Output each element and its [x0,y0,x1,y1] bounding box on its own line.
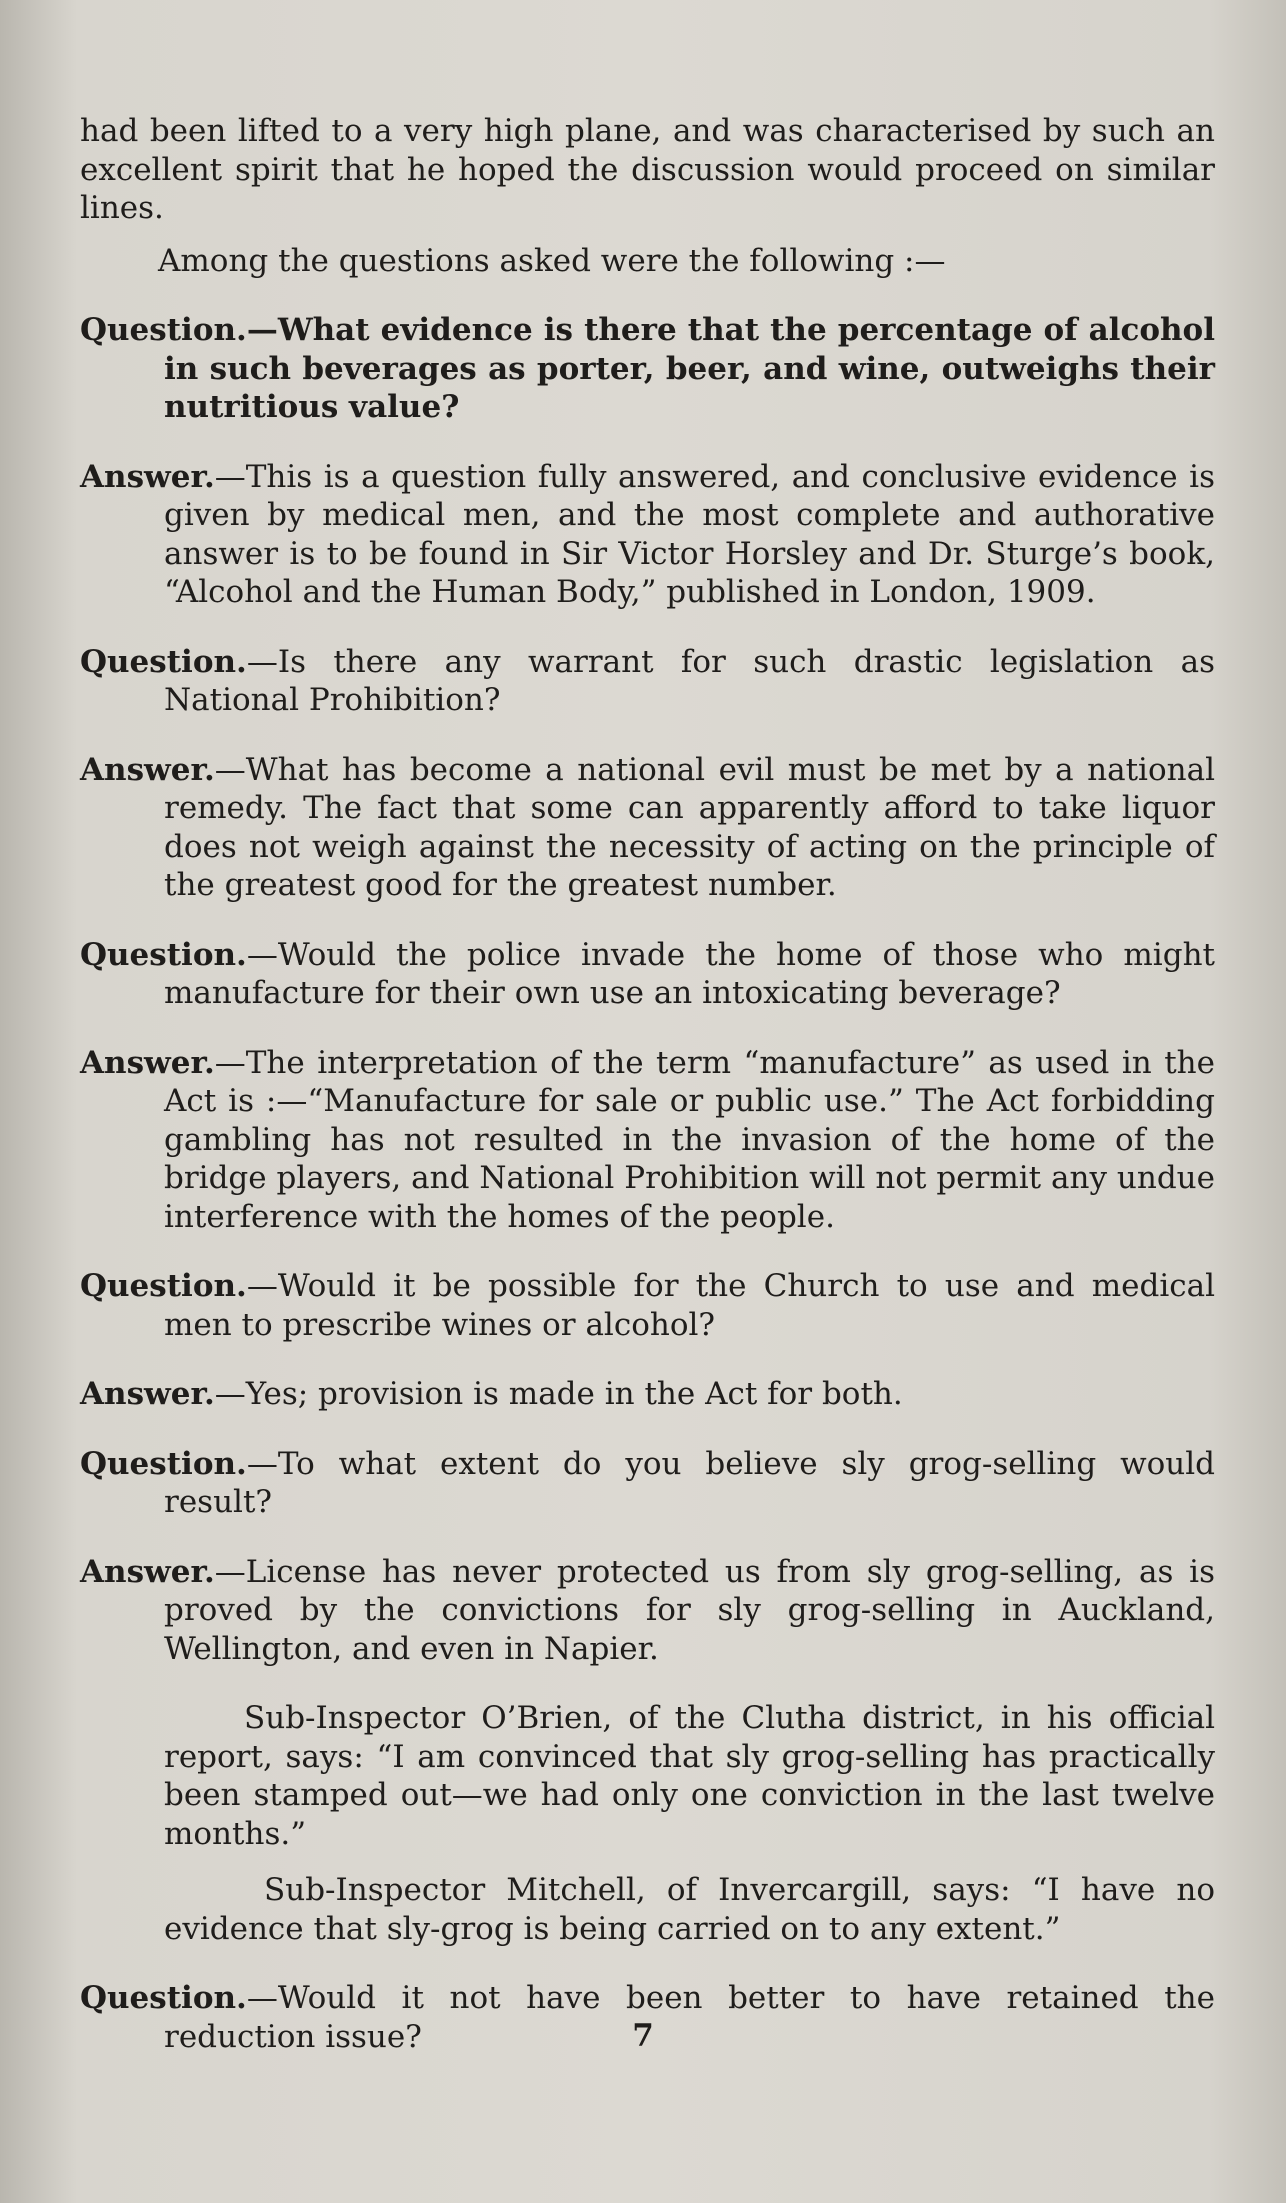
qa-text: —Would it not have been better to have retained the reduction issue? [164,1980,1215,2055]
qa-text: —This is a question fully answered, and conclusive evidence is given by medical men, and the most complete and authorative answer is to be found in Sir Victor Horsley and Dr. Sturge’s book, “Alcohol and the Human Body,” published in London, 1909. [164,458,1215,610]
qa-label: Question. [80,1980,247,2016]
qa-question-3 [80,936,1215,1013]
qa-text: —Would it be possible for the Church to use and medical men to prescribe wines or alcohol? [164,1268,1215,1343]
qa-text: —License has never protected us from sly grog-selling, as is proved by the convictions for sly grog-selling in Auckland, Wellington, and even in Napier. [164,1553,1215,1667]
qa-answer-5 [80,1553,1215,1669]
qa-label: Answer. [80,751,215,788]
qa-question-1 [80,311,1215,427]
qa-text: —Yes; provision is made in the Act for both. [214,1376,903,1412]
qa-text: —To what extent do you believe sly grog-selling would result? [164,1445,1215,1520]
qa-label: Question. [80,936,247,973]
opening-paragraph: had been lifted to a very high plane, and was characterised by such an excellent spirit that he hoped the discussion would proceed on similar lines. [80,113,1215,226]
qa-answer-4 [80,1375,1215,1414]
qa-question-2 [80,643,1215,720]
qa-label: Answer. [80,1553,215,1590]
qa-answer-2 [80,751,1215,905]
qa-question-4 [80,1267,1215,1344]
qa-label: Answer. [80,458,215,495]
qa-text: —Is there any warrant for such drastic legislation as National Prohibition? [164,643,1215,718]
qa-answer-3 [80,1044,1215,1237]
qa-question-5 [80,1445,1215,1522]
sub-inspector-mitchell-paragraph: Sub-Inspector Mitchell, of Invercargill, says: “I have no evidence that sly-grog is being carried on to any extent.” [164,1872,1215,1947]
page-number: 7 [632,2018,654,2054]
qa-label: Question. [80,1445,247,1482]
qa-text: —The interpretation of the term “manufacture” as used in the Act is :—“Manufacture for sale or public use.” The Act forbidding gambling has not resulted in the invasion of the home of the bridge players, and National Prohibition will not permit any undue interference with the homes of the people. [164,1044,1215,1235]
qa-answer-1 [80,458,1215,612]
qa-text: —What evidence is there that the percentage of alcohol in such beverages as porter, beer, and wine, outweighs their nutritious value? [164,312,1215,425]
qa-label: Answer. [80,1044,215,1081]
qa-text: —What has become a national evil must be met by a national remedy. The fact that some can apparently afford to take liquor does not weigh against the necessity of acting on the principle of the greatest good for the greatest number. [164,751,1215,903]
sub-inspector-obrien-paragraph: Sub-Inspector O’Brien, of the Clutha district, in his official report, says: “I am convinced that sly grog-selling has practically been stamped out—we had only one conviction in the last twelve months.” [164,1700,1215,1852]
intro-line: Among the questions asked were the following :— [158,242,946,279]
page-body [80,112,1215,2070]
qa-label: Question. [80,643,247,680]
qa-label: Answer. [80,1376,215,1412]
qa-label: Question. [80,1268,247,1304]
qa-text: —Would the police invade the home of those who might manufacture for their own use an intoxicating beverage? [164,936,1215,1011]
qa-label: Question. [80,312,247,348]
